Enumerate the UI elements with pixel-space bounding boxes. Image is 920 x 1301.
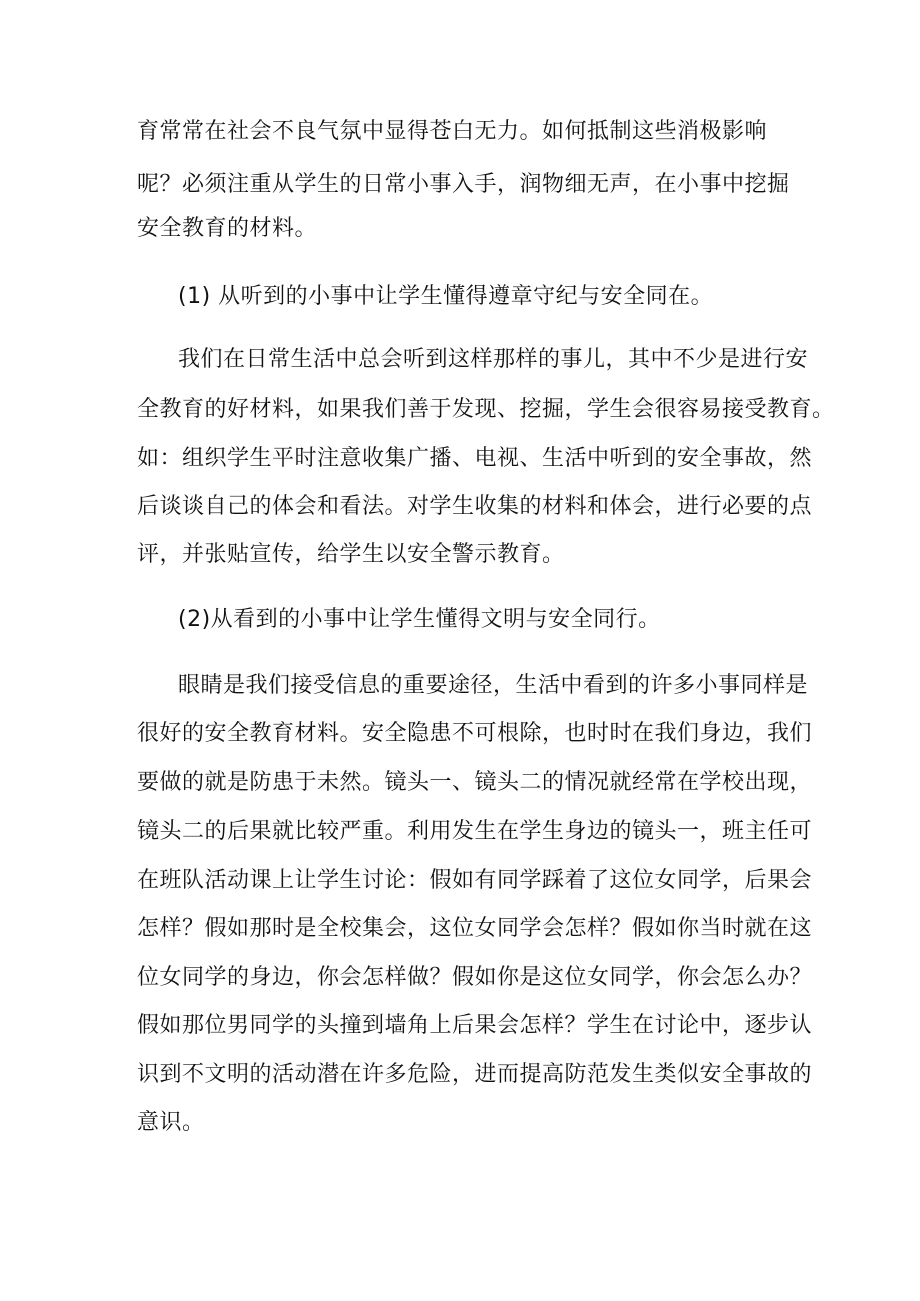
paragraph-line: 怎样？假如那时是全校集会，这位女同学会怎样？假如你当时就在这 bbox=[137, 916, 813, 941]
paragraph-line: 镜头二的后果就比较严重。利用发生在学生身边的镜头一，班主任可 bbox=[137, 819, 813, 844]
paragraph-line: 育常常在社会不良气氛中显得苍白无力。如何抵制这些消极影响 bbox=[137, 119, 768, 144]
paragraph-line: 评，并张贴宣传，给学生以安全警示教育。 bbox=[137, 542, 565, 567]
paragraph-line: 眼睛是我们接受信息的重要途径，生活中看到的许多小事同样是 bbox=[178, 673, 809, 698]
section-heading: (1) 从听到的小事中让学生懂得遵章守纪与安全同在。 bbox=[178, 284, 714, 309]
paragraph-line: 我们在日常生活中总会听到这样那样的事儿，其中不少是进行安 bbox=[178, 347, 809, 372]
paragraph-line: 全教育的好材料，如果我们善于发现、挖掘，学生会很容易接受教育。 bbox=[137, 397, 835, 422]
paragraph-line: 很好的安全教育材料。安全隐患不可根除，也时时在我们身边，我们 bbox=[137, 721, 813, 746]
paragraph-line: 识到不文明的活动潜在许多危险，进而提高防范发生类似安全事故的 bbox=[137, 1062, 813, 1087]
paragraph-line: 意识。 bbox=[137, 1110, 205, 1135]
paragraph-line: 位女同学的身边，你会怎样做？假如你是这位女同学，你会怎么办？ bbox=[137, 965, 813, 990]
paragraph-line: 安全教育的材料。 bbox=[137, 216, 318, 241]
paragraph-line: 如：组织学生平时注意收集广播、电视、生活中听到的安全事故，然 bbox=[137, 446, 813, 471]
paragraph-line: 后谈谈自己的体会和看法。对学生收集的材料和体会，进行必要的点 bbox=[137, 494, 813, 519]
section-heading: (2)从看到的小事中让学生懂得文明与安全同行。 bbox=[178, 607, 661, 632]
paragraph-line: 在班队活动课上让学生讨论：假如有同学踩着了这位女同学，后果会 bbox=[137, 868, 813, 893]
paragraph-line: 假如那位男同学的头撞到墙角上后果会怎样？学生在讨论中，逐步认 bbox=[137, 1013, 813, 1038]
paragraph-line: 要做的就是防患于未然。镜头一、镜头二的情况就经常在学校出现， bbox=[137, 770, 813, 795]
paragraph-line: 呢？必须注重从学生的日常小事入手，润物细无声，在小事中挖掘 bbox=[137, 172, 790, 197]
